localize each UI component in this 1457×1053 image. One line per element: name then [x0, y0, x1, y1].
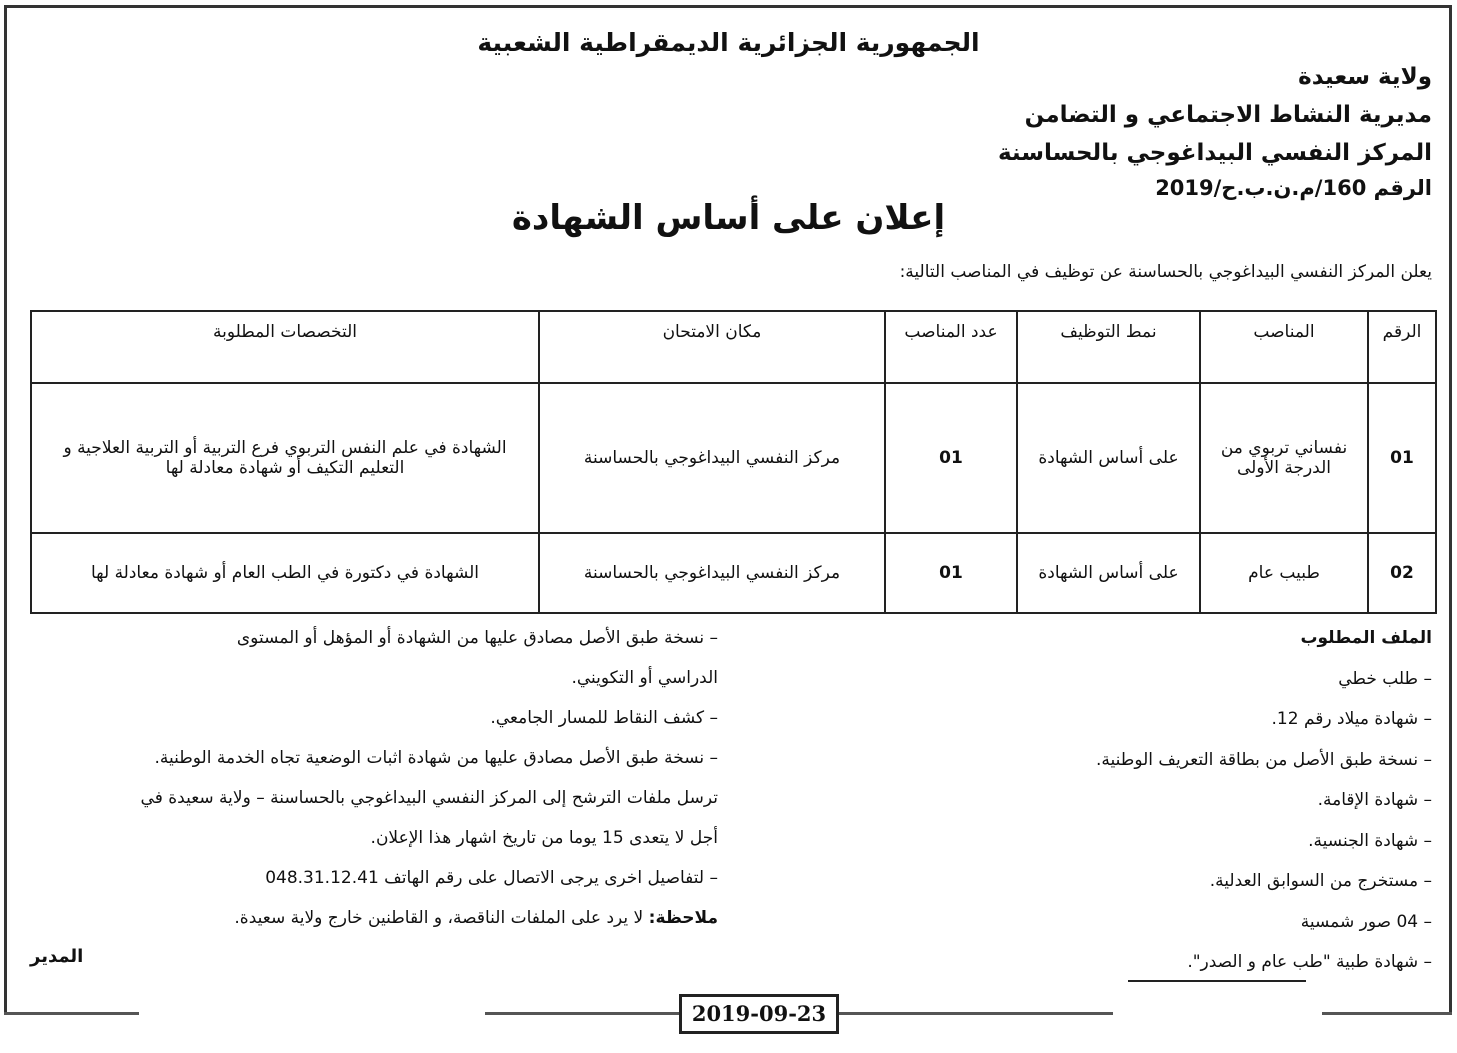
cell-exam-location: مركز النفسي البيداغوجي بالحساسنة — [539, 383, 885, 533]
table-row — [31, 383, 1436, 533]
center-name: المركز النفسي البيداغوجي بالحساسنة — [997, 140, 1432, 166]
announcement-title: إعلان على أساس الشهادة — [511, 198, 946, 238]
cell-position: نفساني تربوي من الدرجة الأولى — [1200, 383, 1368, 533]
list-item: – لتفاصيل اخرى يرجى الاتصال على رقم الهاتف 048.31.12.41 — [265, 868, 718, 888]
table-header-row — [31, 311, 1436, 383]
cell-position: طبيب عام — [1200, 533, 1368, 613]
table-row — [31, 533, 1436, 613]
header-specialties: التخصصات المطلوبة — [31, 311, 539, 383]
cell-exam-location: مركز النفسي البيداغوجي بالحساسنة — [539, 533, 885, 613]
cell-count: 01 — [885, 533, 1017, 613]
cell-specialties: الشهادة في علم النفس التربوي فرع التربية أو التربية العلاجية و التعليم التكيف أو شهادة معادلة لها — [31, 383, 539, 533]
list-item: – شهادة طبية "طب عام و الصدر". — [1187, 952, 1432, 972]
list-item: – نسخة طبق الأصل مصادق عليها من الشهادة أو المؤهل أو المستوى — [236, 628, 718, 648]
wilaya-name: ولاية سعيدة — [1298, 64, 1432, 90]
directorate-name: مديرية النشاط الاجتماعي و التضامن — [1024, 102, 1432, 128]
list-item: – شهادة ميلاد رقم 12. — [1271, 709, 1432, 729]
cell-specialties: الشهادة في دكتورة في الطب العام أو شهادة معادلة لها — [31, 533, 539, 613]
list-item: – مستخرج من السوابق العدلية. — [1209, 871, 1432, 891]
list-item: الدراسي أو التكويني. — [571, 668, 718, 688]
footer-rule-left — [4, 1012, 139, 1015]
required-file-list — [1012, 618, 1432, 983]
list-item: – شهادة الجنسية. — [1308, 830, 1432, 851]
note-label: ملاحظة: — [648, 908, 718, 928]
footer-rule-right — [1322, 1012, 1452, 1015]
intro-text: يعلن المركز النفسي البيداغوجي بالحساسنة عن توظيف في المناصب التالية: — [899, 262, 1432, 282]
list-item: أجل لا يتعدى 15 يوما من تاريخ اشهار هذا الإعلان. — [370, 828, 718, 848]
list-item: – كشف النقاط للمسار الجامعي. — [490, 708, 718, 728]
cell-count: 01 — [885, 383, 1017, 533]
reference-number: الرقم 160/م.ن.ب.ح/2019 — [1155, 176, 1432, 200]
underline-divider — [1128, 980, 1306, 982]
header-number: الرقم — [1368, 311, 1436, 383]
list-item: – 04 صور شمسية — [1300, 911, 1432, 932]
header-recruitment-type: نمط التوظيف — [1017, 311, 1200, 383]
director-signature: المدير — [30, 946, 84, 967]
additional-documents — [35, 618, 718, 938]
footer-rule-center-left — [485, 1012, 680, 1015]
list-item: – شهادة الإقامة. — [1317, 790, 1432, 810]
positions-table — [30, 310, 1437, 614]
footer-rule-center-right — [838, 1012, 1113, 1015]
cell-number: 01 — [1368, 383, 1436, 533]
list-item: – نسخة طبق الأصل مصادق عليها من شهادة اثبات الوضعية تجاه الخدمة الوطنية. — [154, 748, 718, 768]
list-item: – طلب خطي — [1338, 668, 1432, 689]
cell-recruitment-type: على أساس الشهادة — [1017, 533, 1200, 613]
list-item: – نسخة طبق الأصل من بطاقة التعريف الوطنية. — [1096, 749, 1432, 770]
republic-heading: الجمهورية الجزائرية الديمقراطية الشعبية — [477, 28, 980, 57]
cell-recruitment-type: على أساس الشهادة — [1017, 383, 1200, 533]
cell-number: 02 — [1368, 533, 1436, 613]
publication-date: 2019-09-23 — [679, 994, 839, 1034]
list-item: ترسل ملفات الترشح إلى المركز النفسي البيداغوجي بالحساسنة – ولاية سعيدة في — [140, 788, 718, 808]
note — [35, 898, 718, 938]
header-position: المناصب — [1200, 311, 1368, 383]
header-exam-location: مكان الامتحان — [539, 311, 885, 383]
note-text: لا يرد على الملفات الناقصة، و القاطنين خارج ولاية سعيدة. — [234, 908, 649, 928]
header-count: عدد المناصب — [885, 311, 1017, 383]
required-file-heading: الملف المطلوب — [1300, 628, 1432, 648]
